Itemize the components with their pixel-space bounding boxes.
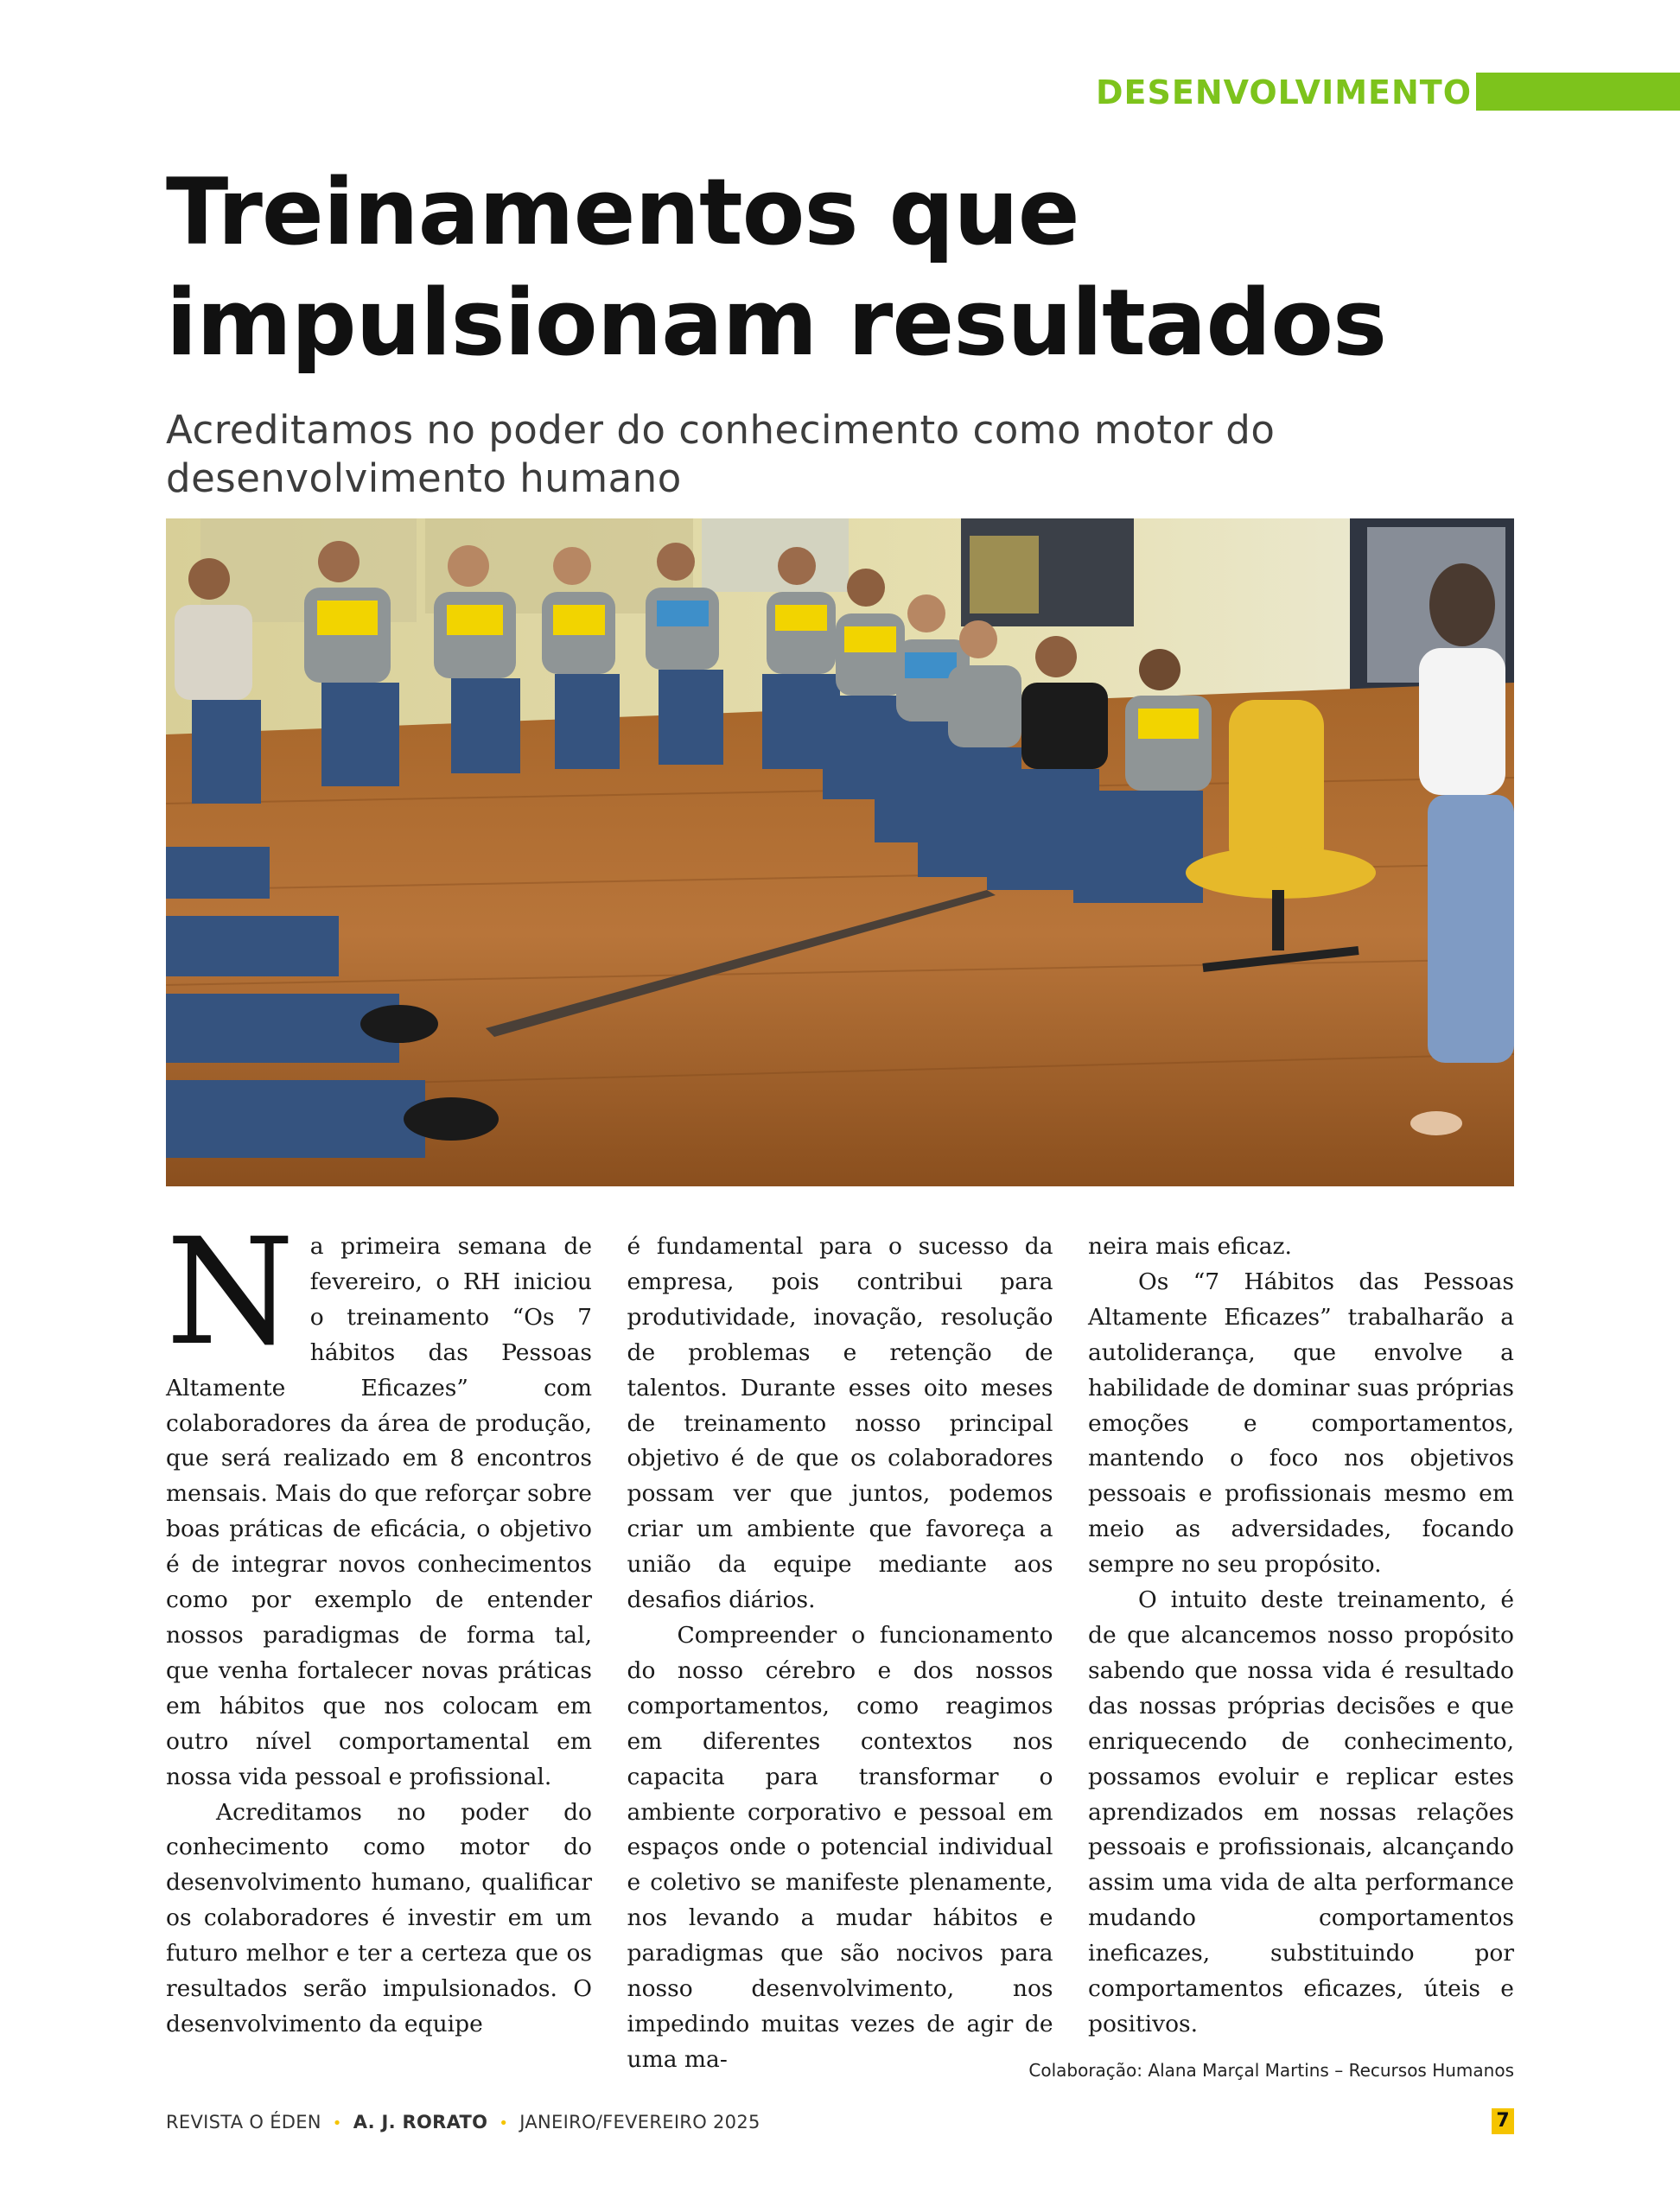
page-footer bbox=[166, 2109, 760, 2135]
title-line-1: Treinamentos que bbox=[166, 159, 1079, 265]
article-photo bbox=[166, 518, 1514, 1186]
paragraph: neira mais eficaz. bbox=[1088, 1233, 1292, 1260]
title-line-2: impulsionam resultados bbox=[166, 270, 1387, 376]
column-2 bbox=[627, 1230, 1053, 2073]
paragraph: Acreditamos no poder do conhecimento como motor do desenvolvimento humano, qualificar os colaboradores é investir em um futuro melhor e ter a certeza que os resultados serão impulsionados. O desenvolvimento da equipe bbox=[166, 1798, 592, 2037]
paragraph: Compreender o funcionamento do nosso cérebro e dos nossos comportamentos, como reagimos em diferentes contextos nos capacita para transformar o ambiente corporativo e pessoal em espaços onde o potencial individual e coletivo se manifeste plenamente, nos levando a mudar hábitos e paradigmas que são nocivos para nosso desenvolvimento, nos impedindo muitas vezes de agir de uma ma- bbox=[627, 1621, 1053, 2073]
company-name: A. J. RORATO bbox=[353, 2112, 488, 2133]
magazine-name: REVISTA O ÉDEN bbox=[166, 2112, 321, 2133]
page-number: 7 bbox=[1492, 2108, 1514, 2134]
issue-date: JANEIRO/FEVEREIRO 2025 bbox=[519, 2112, 760, 2133]
paragraph: O intuito deste treinamento, é de que alcancemos nosso propósito sabendo que nossa vida é resultado das nossas próprias decisões e que enriquecendo de conhecimento, possamos evoluir e replicar estes aprendizados em nossas relações pessoais e profissionais, alcançando assim uma vida de alta performance mudando comportamentos ineficazes, substituindo por comportamentos eficazes, úteis e positivos. bbox=[1088, 1586, 1514, 2037]
separator-dot: • bbox=[499, 2114, 509, 2133]
section-label: DESENVOLVIMENTO bbox=[1096, 73, 1473, 111]
section-accent-bar bbox=[1476, 73, 1680, 111]
article-subtitle: Acreditamos no poder do conhecimento como motor do desenvolvimento humano bbox=[166, 407, 1276, 501]
separator-dot: • bbox=[332, 2114, 342, 2133]
paragraph: é fundamental para o sucesso da empresa, pois contribui para produtividade, inovação, resolução de problemas e retenção de talentos. Durante esses oito meses de treinamento nosso principal objetivo é de que os colaboradores possam ver que juntos, podemos criar um ambiente que favoreça a união da equipe mediante aos desafios diários. bbox=[627, 1233, 1053, 1614]
paragraph-text: a primeira semana de fevereiro, o RH iniciou o treinamento “Os 7 hábitos das Pessoas Altamente Eficazes” com colaboradores da área de produção, que será realizado em 8 encontros mensais. Mais do que reforçar sobre boas práticas de eficácia, o objetivo é de integrar novos conhecimentos como por exemplo de entender nossos paradigmas de forma tal, que venha fortalecer novas práticas em hábitos que nos colocam em outro nível comportamental em nossa vida pessoal e profissional. bbox=[166, 1233, 592, 1790]
paragraph: Os “7 Hábitos das Pessoas Altamente Eficazes” trabalharão a autoliderança, que envolve a habilidade de dominar suas próprias emoções e comportamentos, mantendo o foco nos objetivos pessoais e profissionais mesmo em meio as adversidades, focando sempre no seu propósito. bbox=[1088, 1268, 1514, 1579]
column-3 bbox=[1088, 1230, 1514, 2042]
column-1 bbox=[166, 1207, 592, 2042]
article-credit: Colaboração: Alana Marçal Martins – Recursos Humanos bbox=[1028, 2060, 1514, 2081]
article-title bbox=[166, 157, 1549, 378]
drop-cap: N bbox=[166, 1207, 295, 1378]
paragraph bbox=[166, 1207, 592, 1796]
